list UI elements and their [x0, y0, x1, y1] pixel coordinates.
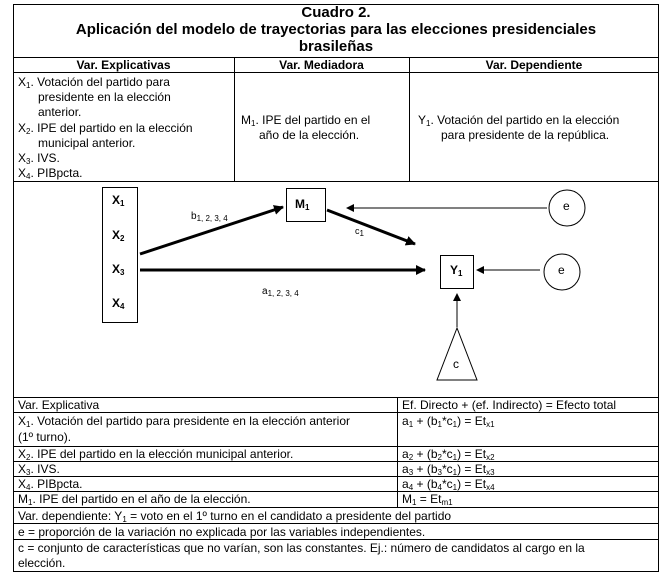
explicativa-x4: $X_4$. PIBpcta.: [18, 166, 83, 181]
path-c-arrow: [327, 210, 415, 244]
divider: [13, 539, 659, 540]
mediadora-m1-cont: año de la elección.: [259, 128, 360, 142]
effects-row-x1: $X_1$. Votación del partido para presidente en la elección anterior: [18, 414, 351, 429]
constant-label: c: [453, 357, 459, 371]
path-a-label: $a_{1, 2, 3, 4}$: [262, 286, 299, 298]
effects-formula-x4: $a_4 + (b_4*c_1) = Et_{x4}$: [402, 477, 495, 492]
x4-node: $X_4$: [112, 296, 125, 311]
path-c-label: $c_1$: [355, 226, 364, 238]
explicativa-x2: $X_2$. IPE del partido en la elección: [18, 121, 193, 136]
effects-row-m1: $M_1$. IPE del partido en el año de la elección.: [18, 492, 251, 507]
explicativa-x1-cont: presidente en la elección: [38, 90, 171, 104]
effects-formula-x3: $a_3 + (b_3*c_1) = Et_{x3}$: [402, 462, 495, 477]
dependiente-y1: $Y_1$. Votación del partido en la elección: [418, 113, 620, 128]
table-title: Aplicación del modelo de trayectorias para las elecciones presidenciales: [75, 21, 597, 38]
m1-node: $M_1$: [295, 197, 310, 212]
explicativa-x1-cont: anterior.: [38, 105, 82, 119]
effects-header-left: Var. Explicativa: [18, 398, 100, 412]
error-label-y: e: [558, 263, 565, 277]
table-title-continuation: brasileñas: [298, 38, 374, 55]
effects-row-x2: $X_2$. IPE del partido en la elección municipal anterior.: [18, 447, 294, 462]
x3-node: $X_3$: [112, 262, 125, 277]
divider: [397, 397, 398, 507]
explicativa-x3: $X_3$. IVS.: [18, 151, 60, 166]
note-error-term: e = proporción de la variación no explicada por las variables independientes.: [18, 525, 426, 539]
effects-formula-m1: $M_1 = Et_{m1}$: [402, 492, 453, 507]
effects-row-x1-cont: (1º turno).: [18, 430, 72, 444]
effects-row-x4: $X_4$. PIBpcta.: [18, 477, 83, 492]
note-constants: c = conjunto de características que no varían, son las constantes. Ej.: número de candidatos al cargo en la: [18, 541, 585, 555]
explicativa-x2-cont: municipal anterior.: [38, 136, 136, 150]
effects-formula-x2: $a_2 + (b_2*c_1) = Et_{x2}$: [402, 447, 495, 462]
error-label-m: e: [563, 199, 570, 213]
y1-node: $Y_1$: [450, 263, 463, 278]
effects-formula-x1: $a_1 + (b_1*c_1) = Et_{x1}$: [402, 414, 495, 429]
divider: [13, 507, 659, 508]
table-title-number: Cuadro 2.: [301, 4, 371, 21]
header-mediadora: Var. Mediadora: [279, 58, 364, 72]
x1-node: $X_1$: [112, 193, 125, 208]
explicativa-x1: $X_1$. Votación del partido para: [18, 75, 170, 90]
divider: [13, 476, 659, 477]
divider: [13, 412, 659, 413]
effects-row-x3: $X_3$. IVS.: [18, 462, 60, 477]
dependiente-y1-cont: para presidente de la república.: [441, 128, 610, 142]
header-explicativas: Var. Explicativas: [76, 58, 171, 72]
x2-node: $X_2$: [112, 228, 125, 243]
note-dependent-variable: Var. dependiente: $Y_1$ = voto en el 1º turno en el candidato a presidente del partido: [18, 509, 452, 524]
note-constants-cont: elección.: [18, 556, 66, 570]
mediadora-m1: $M_1$. IPE del partido en el: [241, 113, 371, 128]
path-b-label: $b_{1, 2, 3, 4}$: [191, 211, 228, 223]
constant-triangle: [437, 328, 477, 380]
header-dependiente: Var. Dependiente: [485, 58, 583, 72]
effects-header-right: Ef. Directo + (ef. Indirecto) = Efecto total: [402, 398, 617, 412]
